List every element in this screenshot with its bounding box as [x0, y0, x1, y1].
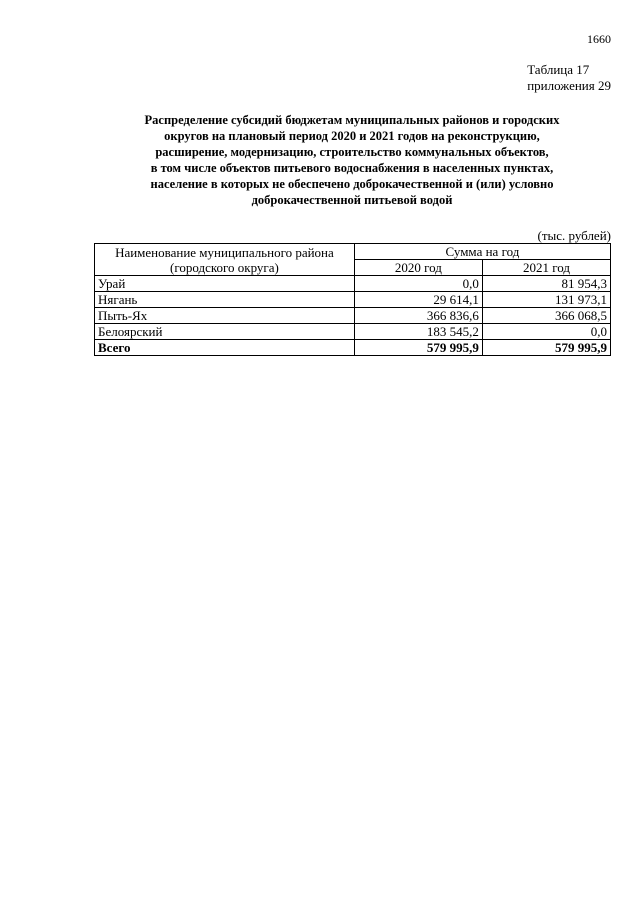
title-line: в том числе объектов питьевого водоснабжения в населенных пунктах, — [150, 161, 554, 175]
table-header-row — [95, 244, 611, 260]
table-ref-line: приложения 29 — [527, 78, 611, 93]
row-name: Нягань — [95, 292, 355, 308]
table-row — [95, 292, 611, 308]
title-line: расширение, модернизацию, строительство коммунальных объектов, — [155, 145, 549, 159]
header-name-line: (городского округа) — [170, 259, 279, 275]
row-value-2020: 29 614,1 — [354, 292, 482, 308]
row-name: Урай — [95, 276, 355, 292]
table-reference — [527, 62, 611, 94]
header-year-2021: 2021 год — [482, 260, 610, 276]
total-value-2021: 579 995,9 — [482, 340, 610, 356]
header-name-line: Наименование муниципального района — [115, 244, 334, 260]
total-name: Всего — [95, 340, 355, 356]
table-row — [95, 324, 611, 340]
row-value-2020: 366 836,6 — [354, 308, 482, 324]
title-line: население в которых не обеспечено доброкачественной и (или) условно — [150, 177, 554, 191]
row-value-2021: 131 973,1 — [482, 292, 610, 308]
row-name: Белоярский — [95, 324, 355, 340]
page-number: 1660 — [587, 32, 611, 46]
row-value-2020: 183 545,2 — [354, 324, 482, 340]
units-label: (тыс. рублей) — [537, 228, 611, 243]
table-row — [95, 308, 611, 324]
table-total-row — [95, 340, 611, 356]
row-value-2021: 366 068,5 — [482, 308, 610, 324]
row-value-2021: 0,0 — [482, 324, 610, 340]
row-value-2020: 0,0 — [354, 276, 482, 292]
row-name: Пыть-Ях — [95, 308, 355, 324]
row-value-2021: 81 954,3 — [482, 276, 610, 292]
title-line: Распределение субсидий бюджетам муниципальных районов и городских — [144, 113, 560, 127]
header-year-2020: 2020 год — [354, 260, 482, 276]
header-name — [95, 244, 355, 276]
subsidy-table — [94, 243, 611, 356]
table-ref-line: Таблица 17 — [527, 62, 590, 77]
table-row — [95, 276, 611, 292]
header-sum: Сумма на год — [354, 244, 610, 260]
total-value-2020: 579 995,9 — [354, 340, 482, 356]
document-title — [96, 112, 608, 208]
title-line: доброкачественной питьевой водой — [251, 193, 453, 207]
title-line: округов на плановый период 2020 и 2021 годов на реконструкцию, — [164, 129, 540, 143]
